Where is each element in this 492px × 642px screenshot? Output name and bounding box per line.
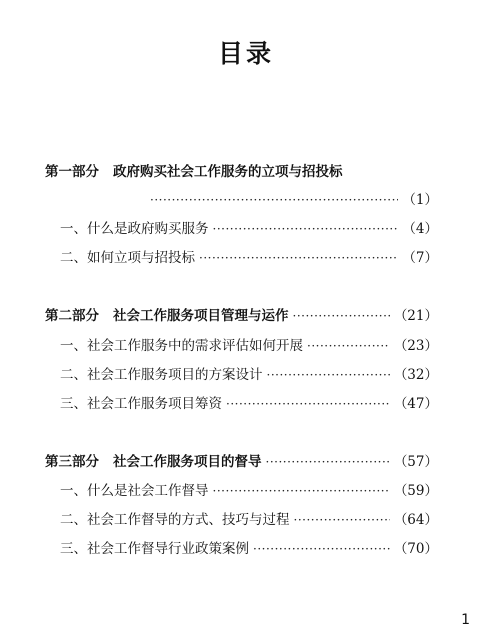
toc-entry-page: （70） [393,541,438,557]
toc-entry-page: （47） [393,396,438,412]
toc-part-3-title: 社会工作服务项目的督导 [113,454,262,470]
dot-leader [213,218,399,240]
dot-leader [266,451,390,473]
toc-part-1-heading[interactable] [45,161,445,183]
toc-part-3-page: （57） [393,454,438,470]
toc-part-2-label: 第二部分 [45,308,99,324]
toc-entry-page: （32） [393,367,438,383]
dot-leader [267,364,390,386]
toc-part-1-title: 政府购买社会工作服务的立项与招投标 [113,164,343,180]
toc-entry-label: 二、如何立项与招投标 [60,250,195,266]
dot-leader [199,247,398,269]
page-title: 目录 [217,39,274,68]
toc-part-3-label: 第三部分 [45,454,99,470]
toc-entry-label: 二、社会工作服务项目的方案设计 [60,367,263,383]
toc-entry-label: 一、社会工作服务中的需求评估如何开展 [60,338,303,354]
toc-entry-label: 三、社会工作服务项目筹资 [60,396,222,412]
toc-entry[interactable] [60,364,438,386]
toc-entry[interactable] [60,509,438,531]
toc-entry-page: （64） [393,512,438,528]
dot-leader [293,305,390,327]
toc-entry[interactable] [60,393,438,415]
toc-entry-page: （7） [402,250,438,266]
toc-entry-label: 二、社会工作督导的方式、技巧与过程 [60,512,290,528]
toc-entry-page: （4） [402,221,438,237]
dot-leader [294,509,390,531]
toc-part-3-heading[interactable] [45,451,438,473]
toc-part-2-heading[interactable] [45,305,438,327]
toc-part-2-title: 社会工作服务项目管理与运作 [113,308,289,324]
toc-entry-page: （23） [393,338,438,354]
toc-part-1-leader[interactable] [150,189,438,211]
toc-part-2-page: （21） [393,308,438,324]
toc-entry[interactable] [60,247,438,269]
dot-leader [226,393,390,415]
page-number: 1 [461,612,470,628]
toc-entry-label: 一、什么是社会工作督导 [60,483,209,499]
toc-entry-label: 三、社会工作督导行业政策案例 [60,541,249,557]
dot-leader [307,335,390,357]
toc-entry-label: 一、什么是政府购买服务 [60,221,209,237]
toc-entry[interactable] [60,480,438,502]
toc-entry-page: （59） [393,483,438,499]
toc-part-1-label: 第一部分 [45,164,99,180]
dot-leader [213,480,390,502]
toc-entry[interactable] [60,335,438,357]
toc-entry[interactable] [60,218,438,240]
toc-part-1-page: （1） [402,192,438,208]
dot-leader [253,538,390,560]
dot-leader [150,189,398,211]
toc-entry[interactable] [60,538,438,560]
